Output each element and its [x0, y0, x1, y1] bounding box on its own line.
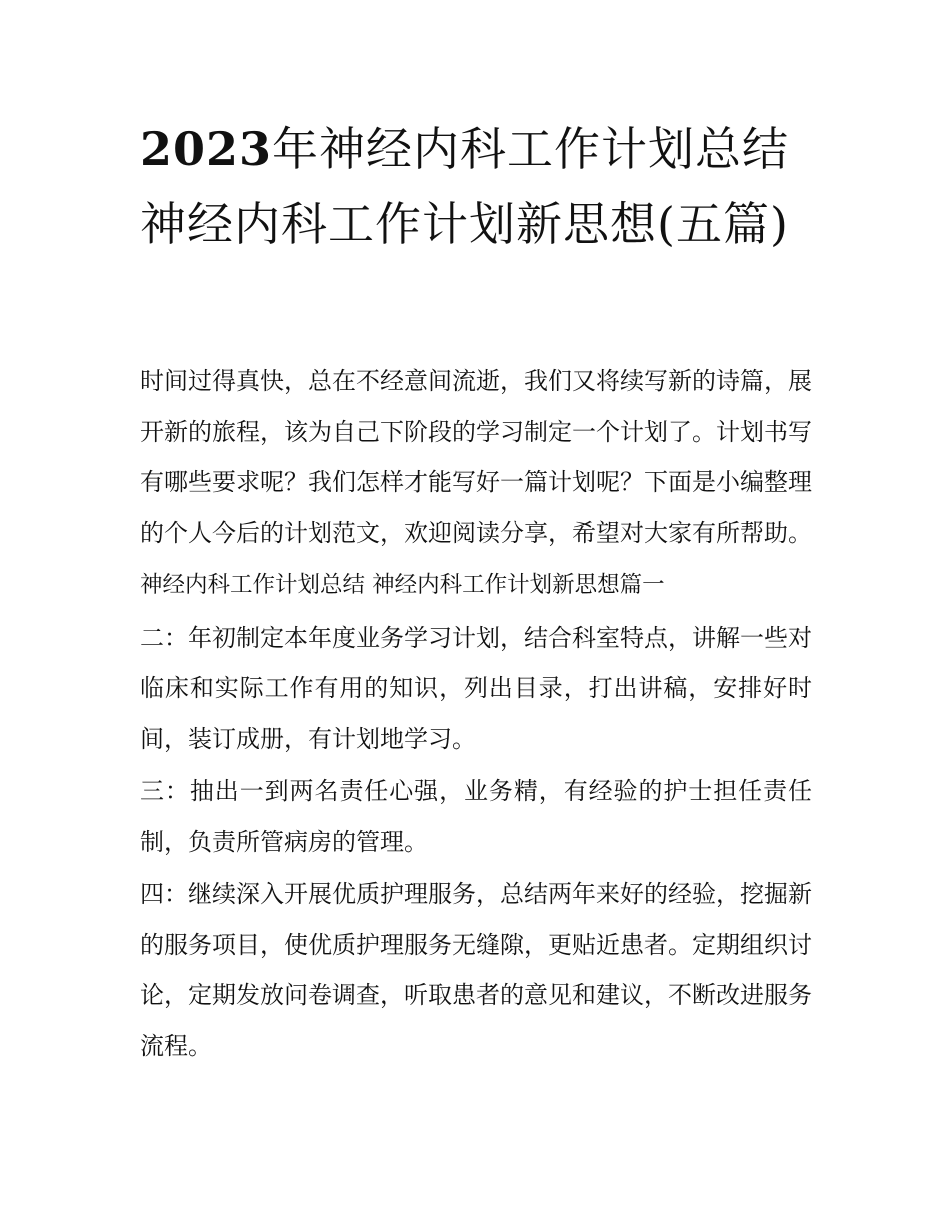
- plan-item-2: 二：年初制定本年度业务学习计划，结合科室特点，讲解一些对临床和实际工作有用的知识，列出目录，打出讲稿，安排好时间，装订成册，有计划地学习。: [140, 623, 812, 753]
- document-title: [140, 112, 820, 262]
- document-body: [140, 356, 812, 1073]
- title-year: 2023: [140, 122, 273, 176]
- intro-paragraph: 时间过得真快，总在不经意间流逝，我们又将续写新的诗篇，展开新的旅程，该为自己下阶段的学习制定一个计划了。计划书写有哪些要求呢？我们怎样才能写好一篇计划呢？下面是小编整理的个人今后的计划范文，欢迎阅读分享，希望对大家有所帮助。: [140, 367, 812, 547]
- plan-item-3: 三：抽出一到两名责任心强，业务精，有经验的护士担任责任制，负责所管病房的管理。: [140, 777, 812, 856]
- title-text: 年神经内科工作计划总结 神经内科工作计划新思想(五篇): [140, 122, 790, 251]
- plan-item-4: 四：继续深入开展优质护理服务，总结两年来好的经验，挖掘新的服务项目，使优质护理服务无缝隙，更贴近患者。定期组织讨论，定期发放问卷调查，听取患者的意见和建议，不断改进服务流程。: [140, 880, 812, 1060]
- section-heading: 神经内科工作计划总结 神经内科工作计划新思想篇一: [140, 572, 665, 598]
